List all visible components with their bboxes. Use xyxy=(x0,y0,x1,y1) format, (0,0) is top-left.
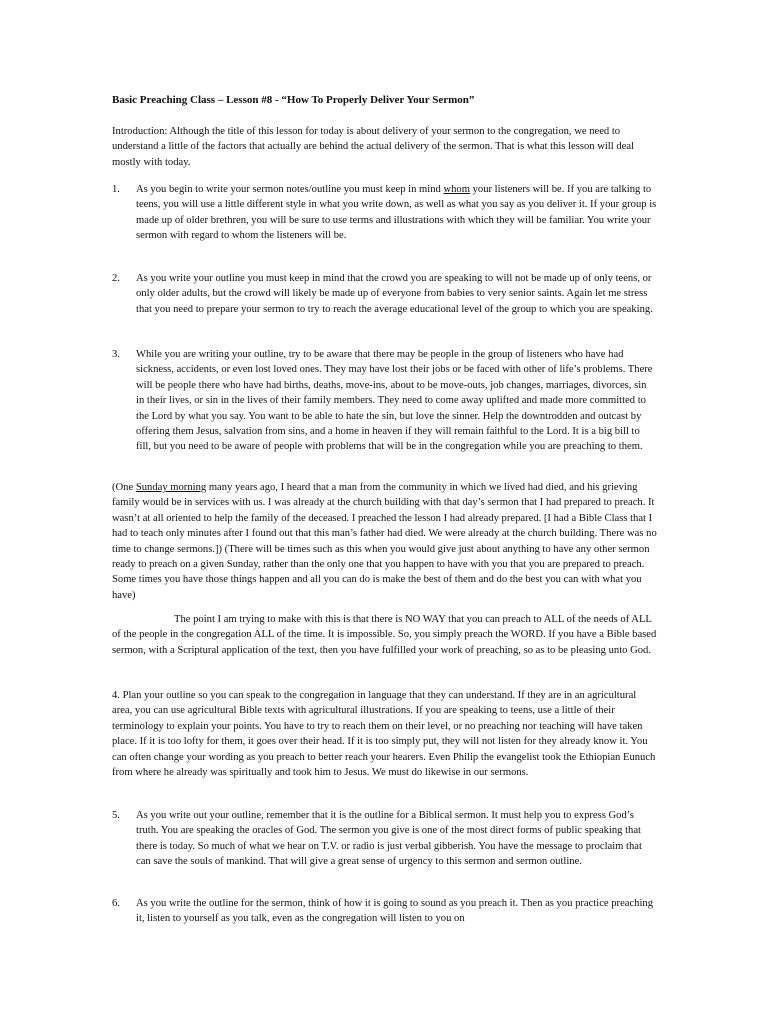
item-text: As you begin to write your sermon notes/outline you must keep in mind whom your listeners will be. If you are talking to teens, you will use a little different style in what you write down, as well as what you say as you deliver it. If your group is made up of older brethren, you will be sure to use terms and illustrations with which they will be familiar. You write your sermon with regard to whom the listeners will be. xyxy=(136,184,657,242)
item-number: 2. xyxy=(112,273,120,284)
item-number: 6. xyxy=(112,898,120,909)
underlined-word: whom xyxy=(443,184,470,195)
item-text: As you write out your outline, remember that it is the outline for a Biblical sermon. It must help you to express God’s truth. You are speaking the oracles of God. The sermon you give is one of the most direct forms of public speaking that there is today. So much of what we hear on T.V. or radio is just verbal gibberish. You have the message to proclaim that can save the souls of mankind. That will give a great sense of urgency to this sermon and sermon outline. xyxy=(136,810,642,868)
item-number: 1. xyxy=(112,184,120,195)
item-text: As you write your outline you must keep in mind that the crowd you are speaking to will not be made up of only teens, or only older adults, but the crowd will likely be made up of everyone from babies to very senior saints. Again let me stress that you need to prepare your sermon to try to reach the average educational level of the group to which you are speaking. xyxy=(136,273,653,315)
item-number: 5. xyxy=(112,810,120,821)
item-text: As you write the outline for the sermon, think of how it is going to sound as you preach it. Then as you practice preaching it, listen to yourself as you talk, even as the congregation will listen to you on xyxy=(136,898,654,925)
document-title: Basic Preaching Class – Lesson #8 - “How To Properly Deliver Your Sermon” xyxy=(112,94,475,106)
list-item-5 xyxy=(112,808,657,870)
point-paragraph: The point I am trying to make with this is that there is NO WAY that you can preach to ALL of the needs of ALL of the people in the congregation ALL of the time. It is impossible. So, you simply preach the WORD. If you have a Bible based sermon, with a Scriptural application of the text, then you have fulfilled your work of preaching, so as to be pleasing unto God. xyxy=(112,614,657,656)
list-item-1 xyxy=(112,182,657,244)
item-number: 3. xyxy=(112,349,120,360)
story-paragraph: (One Sunday morning many years ago, I heard that a man from the community in which we lived had died, and his grieving family would be in services with us. I was already at the church building with that day’s sermon that I had prepared to preach. It wasn’t at all oriented to help the family of the deceased. I preached the lesson I had already prepared. [I had a Bible Class that I had to teach only minutes after I found out that this man’s father had died. We were already at the church building. There was no time to change sermons.]) (There will be times such as this when you would give just about anything to have any other sermon ready to preach on a given Sunday, rather than the only one that you happen to have with you that you are prepared to preach. Some times you have those things happen and all you can do is make the best of them and do the best you can with what you have) xyxy=(112,482,657,601)
list-item-4: 4. Plan your outline so you can speak to the congregation in language that they can understand. If they are in an agricultural area, you can use agricultural Bible texts with agricultural illustrations. If you are speaking to teens, use a little of their terminology to explain your points. You have to try to reach them on their level, or no preaching nor teaching will have taken place. If it is too lofty for them, it goes over their head. If it is too simply put, they will not listen for they already know it. You can often change your wording as you preach to better reach your hearers. Even Philip the evangelist took the Ethiopian Eunuch from where he already was spiritually and took him to Jesus. We must do likewise in our sermons. xyxy=(112,690,656,779)
list-item-2 xyxy=(112,271,657,317)
list-item-6 xyxy=(112,896,657,927)
list-item-3 xyxy=(112,347,657,455)
item-text: While you are writing your outline, try to be aware that there may be people in the group of listeners who have had sickness, accidents, or even lost loved ones. They may have lost their jobs or be faced with other of life’s problems. There will be people there who have had births, deaths, move-ins, about to be move-outs, job changes, marriages, divorces, sin in their lives, or sin in the lives of their family members. They need to come away uplifted and made more committed to the Lord by what you say. You want to be able to hate the sin, but love the sinner. Help the downtrodden and outcast by offering them Jesus, salvation from sins, and a home in heaven if they will remain faithful to the Lord. It is a big bill to fill, but you need to be aware of people with problems that will be in the congregation while you are preaching to them. xyxy=(136,349,653,453)
introduction-paragraph: Introduction: Although the title of this lesson for today is about delivery of your sermon to the congregation, we need to understand a little of the factors that actually are behind the actual delivery of the sermon. That is what this lesson will deal mostly with today. xyxy=(112,126,634,168)
underlined-phrase: Sunday morning xyxy=(135,482,207,493)
